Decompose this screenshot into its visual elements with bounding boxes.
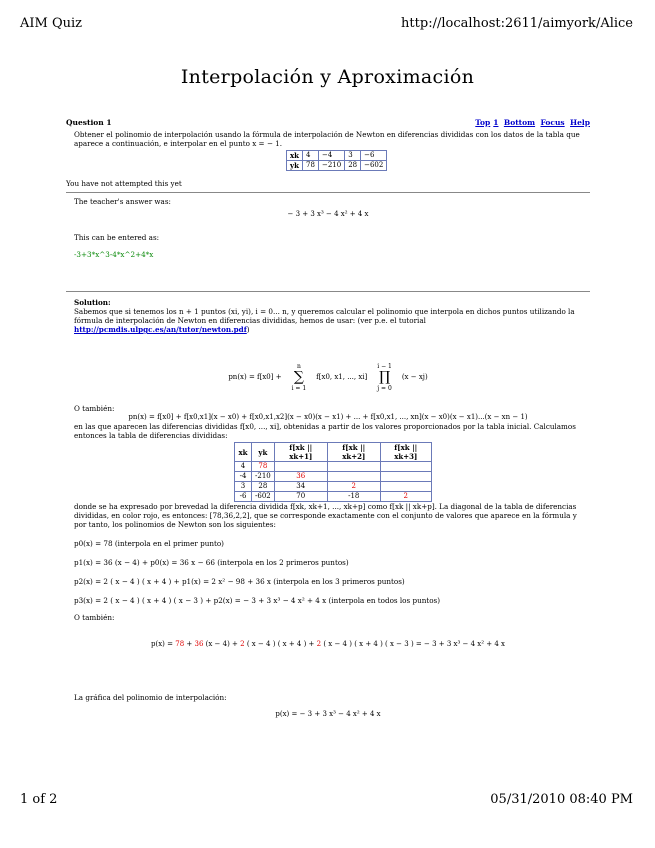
table-cell bbox=[380, 482, 431, 492]
table-cell: 34 bbox=[274, 482, 327, 492]
table-cell: 36 bbox=[274, 472, 327, 482]
table-cell: yk bbox=[287, 161, 303, 171]
table-row bbox=[235, 492, 432, 502]
intro-text: Sabemos que si tenemos los n + 1 puntos (xi, yi), i = 0... n, y queremos calcular el polinomio que interpola en dichos puntos utilizando la fórmula de interpolación de Newton en diferencias divididas, hemos de usar: (ver p.e. el tutorial bbox=[74, 307, 575, 325]
tutorial-link[interactable]: http://pcmdis.ulpgc.es/an/tutor/newton.pdf bbox=[74, 325, 247, 334]
final-part: ( x − 4 ) ( x + 4 ) ( x − 3 ) = − 3 + 3 x³ − 4 x² + 4 x bbox=[321, 640, 505, 648]
final-part: (x − 4) + bbox=[203, 640, 241, 648]
divider bbox=[66, 192, 590, 193]
table-cell: -18 bbox=[327, 492, 380, 502]
table-cell: -6 bbox=[235, 492, 252, 502]
pi-icon: ∏ bbox=[378, 368, 391, 385]
table-cell bbox=[380, 472, 431, 482]
table-header: xk bbox=[235, 443, 252, 462]
p1-line: p1(x) = 36 (x − 4) + p0(x) = 36 x − 66 (interpola en los 2 primeros puntos) bbox=[74, 558, 349, 567]
page-number: 1 of 2 bbox=[20, 792, 58, 807]
graph-formula: p(x) = − 3 + 3 x³ − 4 x² + 4 x bbox=[275, 710, 381, 718]
entered-label: This can be entered as: bbox=[74, 233, 160, 242]
prod-top: i − 1 bbox=[377, 362, 392, 370]
final-part: 2 bbox=[240, 640, 245, 648]
solution-label: Solution: bbox=[74, 298, 111, 307]
formula-right: (x − xj) bbox=[401, 372, 428, 381]
divided-differences-table bbox=[234, 442, 432, 502]
table-row bbox=[235, 482, 432, 492]
table-header: yk bbox=[252, 443, 275, 462]
table-cell: −6 bbox=[361, 151, 387, 161]
formula-mid: f[x0, x1, ..., xi] bbox=[316, 372, 368, 381]
table-cell: 2 bbox=[327, 482, 380, 492]
diff-intro: en las que aparecen las diferencias divididas f[x0, ..., xi], obtenidas a partir de los valores proporcionados por la tabla inicial. Calculamos entonces la tabla de diferencias divididas: bbox=[74, 422, 576, 440]
print-datetime: 05/31/2010 08:40 PM bbox=[490, 792, 633, 807]
table-cell: -602 bbox=[252, 492, 275, 502]
attempt-status: You have not attempted this yet bbox=[66, 179, 182, 188]
table-cell: −602 bbox=[361, 161, 387, 171]
newton-formula bbox=[66, 358, 590, 396]
final-polynomial bbox=[66, 640, 590, 649]
solution-intro bbox=[74, 307, 590, 334]
prod-bottom: j = 0 bbox=[377, 384, 392, 392]
help-link[interactable]: Help bbox=[570, 118, 590, 127]
entered-answer: -3+3*x^3-4*x^2+4*x bbox=[74, 250, 154, 259]
data-table bbox=[286, 150, 387, 171]
table-cell: 2 bbox=[380, 492, 431, 502]
app-name: AIM Quiz bbox=[20, 16, 83, 31]
table-cell bbox=[327, 472, 380, 482]
table-cell: -4 bbox=[235, 472, 252, 482]
table-cell: 78 bbox=[252, 462, 275, 472]
question-text: Obtener el polinomio de interpolación usando la fórmula de interpolación de Newton en diferencias divididas con los datos de la tabla que aparece a continuación, e interpolar en el punto x = − 1. bbox=[74, 130, 580, 148]
sum-top: n bbox=[296, 362, 301, 370]
table-cell: 4 bbox=[303, 151, 319, 161]
sum-operator bbox=[292, 363, 307, 392]
p3-line: p3(x) = 2 ( x − 4 ) ( x + 4 ) ( x − 3 ) + p2(x) = − 3 + 3 x³ − 4 x² + 4 x (interpola en todos los puntos) bbox=[74, 596, 441, 605]
quiz-content bbox=[66, 118, 590, 719]
table-header: f[xk || xk+3] bbox=[380, 443, 431, 462]
table-cell: 28 bbox=[345, 161, 361, 171]
page-title: Interpolación y Aproximación bbox=[180, 66, 475, 88]
focus-link[interactable]: Focus bbox=[540, 118, 565, 127]
table-cell bbox=[274, 462, 327, 472]
formula-left: pn(x) = f[x0] + bbox=[228, 372, 282, 381]
final-part: p(x) = bbox=[151, 640, 176, 648]
graph-label: La gráfica del polinomio de interpolación: bbox=[74, 693, 227, 702]
table-row bbox=[235, 462, 432, 472]
table-cell: 78 bbox=[303, 161, 319, 171]
p2-line: p2(x) = 2 ( x − 4 ) ( x + 4 ) + p1(x) = 2 x² − 98 + 36 x (interpola en los 3 primeros puntos) bbox=[74, 577, 405, 586]
table-row bbox=[235, 472, 432, 482]
final-part: ( x − 4 ) ( x + 4 ) + bbox=[244, 640, 317, 648]
question-header bbox=[66, 118, 590, 130]
table-cell bbox=[327, 462, 380, 472]
expanded-formula: pn(x) = f[x0] + f[x0,x1](x − x0) + f[x0,x1,x2](x − x0)(x − x1) + ... + f[x0,x1, ..., xn](x − x0)(x − x1)...(x − xn − 1) bbox=[128, 413, 528, 421]
table-cell: 4 bbox=[235, 462, 252, 472]
divider bbox=[66, 291, 590, 292]
final-part: 78 bbox=[175, 640, 185, 648]
sum-bottom: i = 1 bbox=[291, 384, 307, 392]
bottom-link[interactable]: Bottom bbox=[503, 118, 536, 127]
table-cell: xk bbox=[287, 151, 303, 161]
question-nav bbox=[472, 118, 590, 127]
question-label: Question 1 bbox=[66, 118, 112, 127]
otherwise-label: O también: bbox=[74, 404, 115, 413]
table-cell: 28 bbox=[252, 482, 275, 492]
final-part: + bbox=[184, 640, 195, 648]
final-part: 2 bbox=[316, 640, 322, 648]
table-cell: −4 bbox=[318, 151, 344, 161]
answer-label: The teacher's answer was: bbox=[74, 197, 171, 206]
table-cell: 3 bbox=[235, 482, 252, 492]
question-1-link[interactable]: 1 bbox=[493, 118, 499, 127]
otherwise-label-2: O también: bbox=[74, 613, 115, 622]
table-cell: 3 bbox=[345, 151, 361, 161]
sigma-icon: ∑ bbox=[293, 368, 304, 385]
table-cell bbox=[380, 462, 431, 472]
diagonal-text: donde se ha expresado por brevedad la diferencia dividida f[xk, xk+1, ..., xk+p] como f[xk || xk+p]. La diagonal de la tabla de diferencias divididas, en color rojo, es entonces: [78,36,2,2], que se corresponde exactamente con el conjunto de valores que aparece en la fórmula y por tanto, los polinomios de Newton son los siguientes: bbox=[74, 502, 577, 529]
table-cell: 70 bbox=[274, 492, 327, 502]
final-part: 36 bbox=[194, 640, 204, 648]
intro-end: ) bbox=[246, 325, 250, 334]
table-cell: −210 bbox=[318, 161, 344, 171]
table-header: f[xk || xk+2] bbox=[327, 443, 380, 462]
table-header: f[xk || xk+1] bbox=[274, 443, 327, 462]
teacher-answer: − 3 + 3 x³ − 4 x² + 4 x bbox=[287, 210, 369, 218]
top-link[interactable]: Top bbox=[475, 118, 491, 127]
product-operator bbox=[377, 363, 392, 392]
table-cell: -210 bbox=[252, 472, 275, 482]
page-url: http://localhost:2611/aimyork/Alice bbox=[401, 16, 633, 31]
p0-line: p0(x) = 78 (interpola en el primer punto) bbox=[74, 539, 224, 548]
